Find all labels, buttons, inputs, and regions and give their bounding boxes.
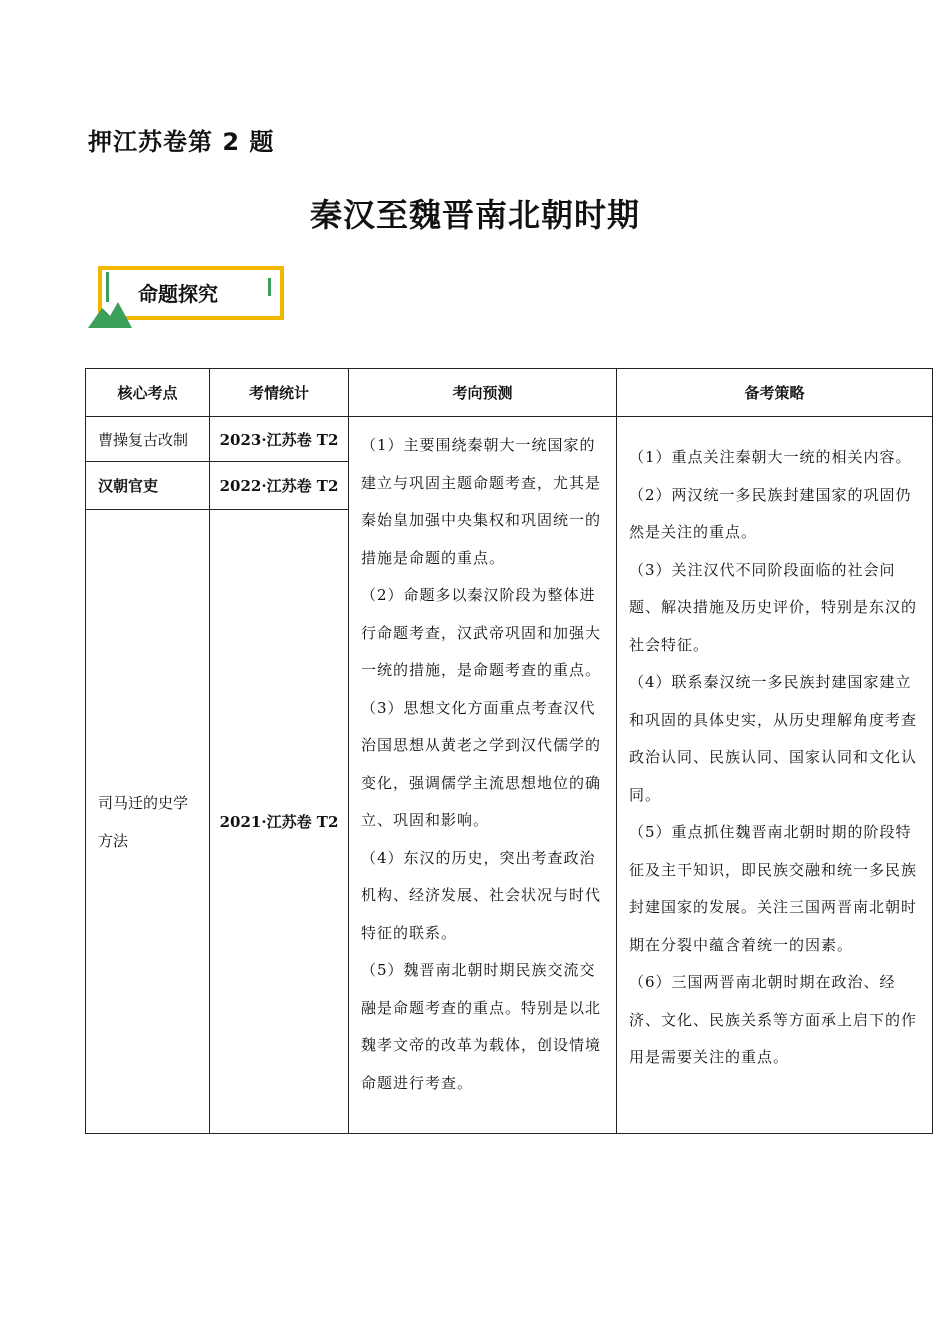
header-forecast: 考向预测 xyxy=(349,369,617,417)
forecast-item: （5）魏晋南北朝时期民族交流交融是命题考查的重点。特别是以北魏孝文帝的改革为载体，创设情境命题进行考查。 xyxy=(361,961,602,1092)
strategy-cell xyxy=(617,417,933,1134)
header-core-topic: 核心考点 xyxy=(86,369,210,417)
strategy-item: （5）重点抓住魏晋南北朝时期的阶段特征及主干知识，即民族交融和统一多民族封建国家的发展。关注三国两晋南北朝时期在分裂中蕴含着统一的因素。 xyxy=(629,823,918,954)
strategy-item: （3）关注汉代不同阶段面临的社会问题、解决措施及历史评价，特别是东汉的社会特征。 xyxy=(629,560,918,654)
kicker-label: 押江苏卷第 2 题 xyxy=(88,128,275,156)
exam-analysis-table xyxy=(85,368,933,1134)
topic-cell: 曹操复古改制 xyxy=(86,417,210,462)
strategy-item: （6）三国两晋南北朝时期在政治、经济、文化、民族关系等方面承上启下的作用是需要关注的重点。 xyxy=(629,973,918,1066)
topic-cell: 司马迁的史学方法 xyxy=(86,510,210,1134)
badge-label: 命题探究 xyxy=(138,282,218,306)
strategy-item: （4）联系秦汉统一多民族封建国家建立和巩固的具体史实，从历史理解角度考查政治认同、民族认同、国家认同和文化认同。 xyxy=(629,673,918,804)
stat-cell: 2023·江苏卷 T2 xyxy=(210,417,349,462)
section-badge xyxy=(88,262,298,334)
page-title: 秦汉至魏晋南北朝时期 xyxy=(309,196,640,234)
strategy-item: （2）两汉统一多民族封建国家的巩固仍然是关注的重点。 xyxy=(629,485,912,541)
topic-cell: 汉朝官吏 xyxy=(86,462,210,510)
badge-accent-right xyxy=(268,278,271,296)
forecast-item: （3）思想文化方面重点考查汉代治国思想从黄老之学到汉代儒学的变化，强调儒学主流思想地位的确立、巩固和影响。 xyxy=(361,698,602,829)
forecast-cell xyxy=(349,417,617,1134)
stat-cell: 2022·江苏卷 T2 xyxy=(210,462,349,510)
stat-cell: 2021·江苏卷 T2 xyxy=(210,510,349,1134)
forecast-item: （1）主要围绕秦朝大一统国家的建立与巩固主题命题考查，尤其是秦始皇加强中央集权和巩固统一的措施是命题的重点。 xyxy=(361,436,602,567)
forecast-item: （4）东汉的历史，突出考查政治机构、经济发展、社会状况与时代特征的联系。 xyxy=(361,848,602,942)
header-strategy: 备考策略 xyxy=(617,369,933,417)
forecast-item: （2）命题多以秦汉阶段为整体进行命题考查，汉武帝巩固和加强大一统的措施，是命题考查的重点。 xyxy=(361,586,602,679)
header-exam-stats: 考情统计 xyxy=(210,369,349,417)
strategy-item: （1）重点关注秦朝大一统的相关内容。 xyxy=(629,448,912,466)
